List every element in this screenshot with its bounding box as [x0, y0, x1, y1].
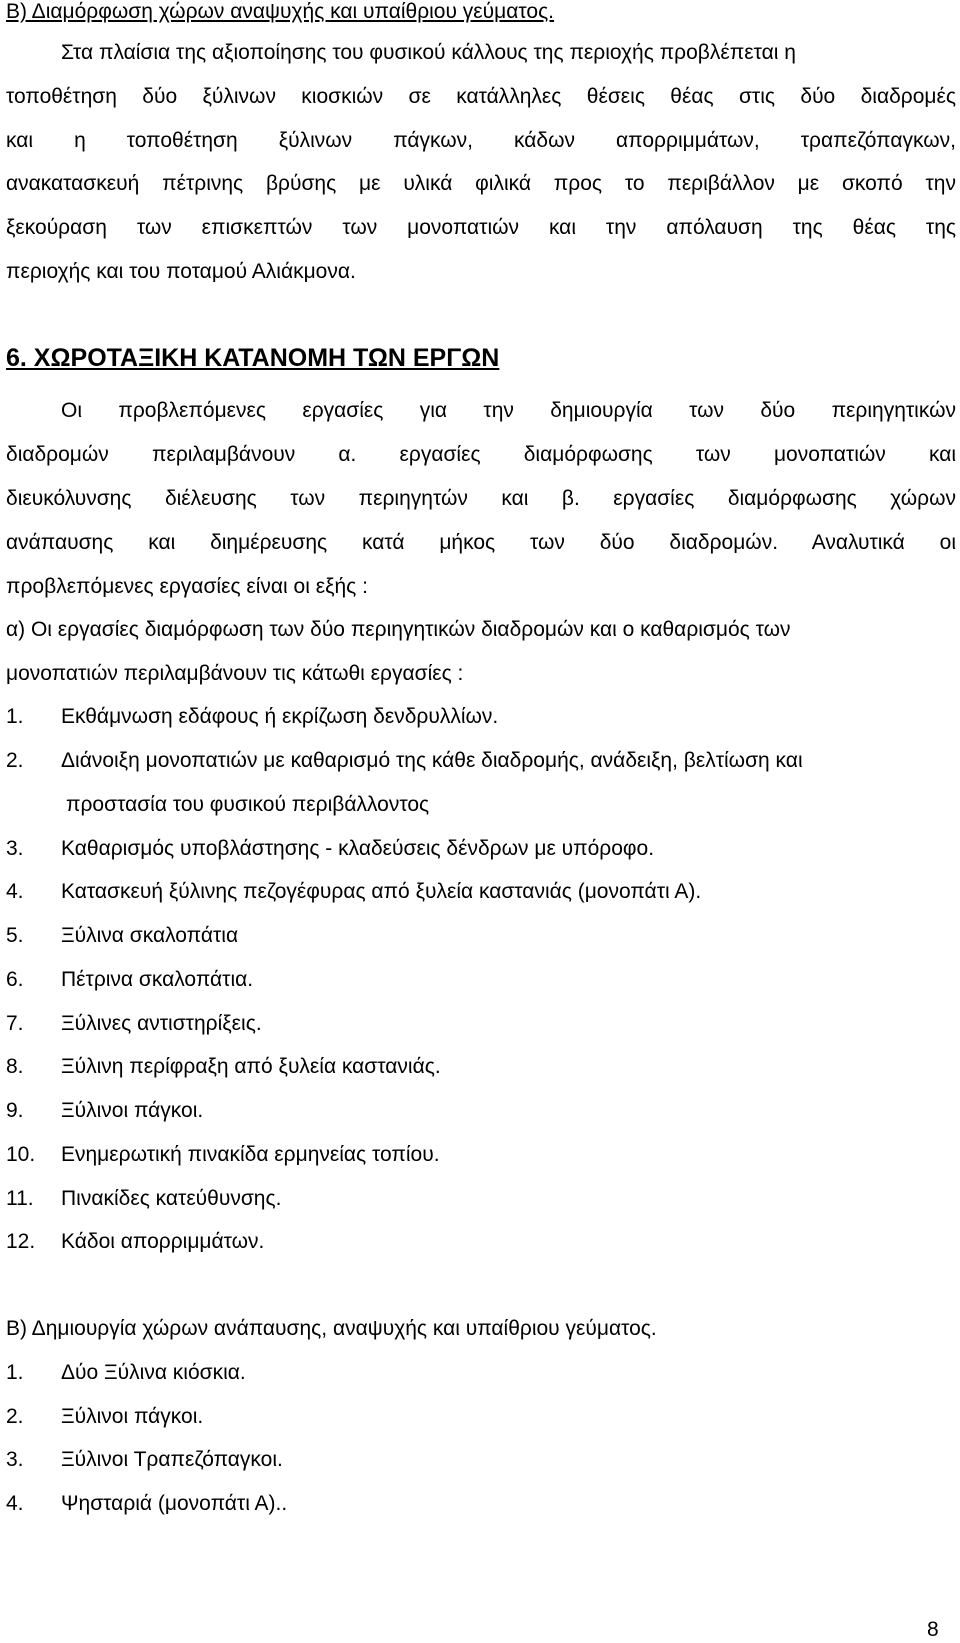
paragraph-line: ξεκούραση των επισκεπτών των μονοπατιών και την απόλαυση της θέας της — [6, 216, 956, 239]
paragraph-line: Οι προβλεπόμενες εργασίες για την δημιουργία των δύο περιηγητικών — [61, 399, 956, 422]
paragraph-line: και η τοποθέτηση ξύλινων πάγκων, κάδων απορριμμάτων, τραπεζόπαγκων, — [6, 129, 956, 152]
list-text: Ενημερωτική πινακίδα ερμηνείας τοπίου. — [61, 1143, 440, 1166]
list-text: Ξύλινοι πάγκοι. — [61, 1099, 204, 1122]
list-number: 4. — [6, 1492, 24, 1515]
list-item — [6, 705, 498, 729]
list-text: Διάνοιξη μονοπατιών με καθαρισμό της κάθε διαδρομής, ανάδειξη, βελτίωση και — [61, 749, 803, 772]
list-item — [6, 1099, 203, 1123]
list-item — [6, 1361, 246, 1385]
list-number: 1. — [6, 1361, 24, 1384]
list-text: Κατασκευή ξύλινης πεζογέφυρας από ξυλεία καστανιάς (μονοπάτι Α). — [61, 880, 702, 903]
list-number: 12. — [6, 1230, 36, 1253]
list-item — [6, 749, 803, 773]
list-number: 2. — [6, 1405, 24, 1428]
list-item — [6, 1492, 287, 1516]
list-text: Κάδοι απορριμμάτων. — [61, 1230, 265, 1253]
list-text: Δύο Ξύλινα κιόσκια. — [61, 1361, 246, 1384]
list-text: Ψησταριά (μονοπάτι Α).. — [61, 1492, 288, 1515]
section-b-title: Β) Δημιουργία χώρων ανάπαυσης, αναψυχής και υπαίθριου γεύματος. — [6, 1317, 657, 1340]
paragraph-line: περιοχής και του ποταμού Αλιάκμονα. — [6, 260, 356, 283]
list-text: Ξύλινη περίφραξη από ξυλεία καστανιάς. — [61, 1055, 441, 1078]
list-item — [6, 1405, 203, 1429]
list-number: 3. — [6, 837, 24, 860]
paragraph-line: προβλεπόμενες εργασίες είναι οι εξής : — [6, 575, 368, 598]
paragraph-line: α) Οι εργασίες διαμόρφωση των δύο περιηγητικών διαδρομών και ο καθαρισμός των — [6, 618, 791, 641]
list-text: Πινακίδες κατεύθυνσης. — [61, 1187, 282, 1210]
list-number: 11. — [6, 1187, 34, 1210]
section-heading — [6, 346, 499, 370]
paragraph-line: μονοπατιών περιλαμβάνουν τις κάτωθι εργασίες : — [6, 662, 464, 685]
paragraph-line: Στα πλαίσια της αξιοποίησης του φυσικού κάλλους της περιοχής προβλέπεται η — [61, 41, 796, 64]
section-b-title: Β) Διαμόρφωση χώρων αναψυχής και υπαίθριου γεύματος. — [6, 0, 555, 23]
list-number: 3. — [6, 1448, 24, 1471]
list-number: 1. — [6, 705, 24, 728]
paragraph-line: ανακατασκευή πέτρινης βρύσης με υλικά φιλικά προς το περιβάλλον με σκοπό την — [6, 172, 956, 195]
list-number: 4. — [6, 880, 24, 903]
list-item — [6, 1012, 262, 1036]
list-item — [6, 1055, 441, 1079]
list-text: Καθαρισμός υποβλάστησης - κλαδεύσεις δένδρων με υπόροφο. — [61, 837, 655, 860]
list-text: Πέτρινα σκαλοπάτια. — [61, 968, 254, 991]
list-item-continuation: προστασία του φυσικού περιβάλλοντος — [66, 793, 430, 816]
paragraph-line: διαδρομών περιλαμβάνουν α. εργασίες διαμόρφωσης των μονοπατιών και — [6, 443, 956, 466]
list-text: Ξύλινοι Τραπεζόπαγκοι. — [61, 1448, 283, 1471]
paragraph-line: τοποθέτηση δύο ξύλινων κιοσκιών σε κατάλληλες θέσεις θέας στις δύο διαδρομές — [6, 85, 956, 108]
list-number: 10. — [6, 1143, 36, 1166]
section-heading-text: 6. ΧΩΡΟΤΑΞΙΚΗ ΚΑΤΑΝΟΜΗ ΤΩΝ ΕΡΓΩΝ — [6, 344, 500, 372]
list-item — [6, 1143, 440, 1167]
list-item — [6, 837, 654, 861]
list-number: 6. — [6, 968, 24, 991]
list-item — [6, 924, 238, 948]
list-item — [6, 968, 253, 992]
list-number: 5. — [6, 924, 24, 947]
list-text: Ξύλινες αντιστηρίξεις. — [61, 1012, 262, 1035]
list-number: 2. — [6, 749, 24, 772]
list-item — [6, 1187, 281, 1211]
list-number: 9. — [6, 1099, 24, 1122]
list-number: 7. — [6, 1012, 24, 1035]
list-item — [6, 880, 701, 904]
paragraph-line: ανάπαυσης και διημέρευσης κατά μήκος των δύο διαδρομών. Αναλυτικά οι — [6, 531, 956, 554]
list-text: Ξύλινα σκαλοπάτια — [61, 924, 239, 947]
list-item — [6, 1230, 264, 1254]
list-number: 8. — [6, 1055, 24, 1078]
list-text: Εκθάμνωση εδάφους ή εκρίζωση δενδρυλλίων. — [61, 705, 499, 728]
page-number: 8 — [927, 1618, 939, 1641]
paragraph-line: διευκόλυνσης διέλευσης των περιηγητών και β. εργασίες διαμόρφωσης χώρων — [6, 487, 956, 510]
list-text: Ξύλινοι πάγκοι. — [61, 1405, 204, 1428]
list-item — [6, 1448, 283, 1472]
